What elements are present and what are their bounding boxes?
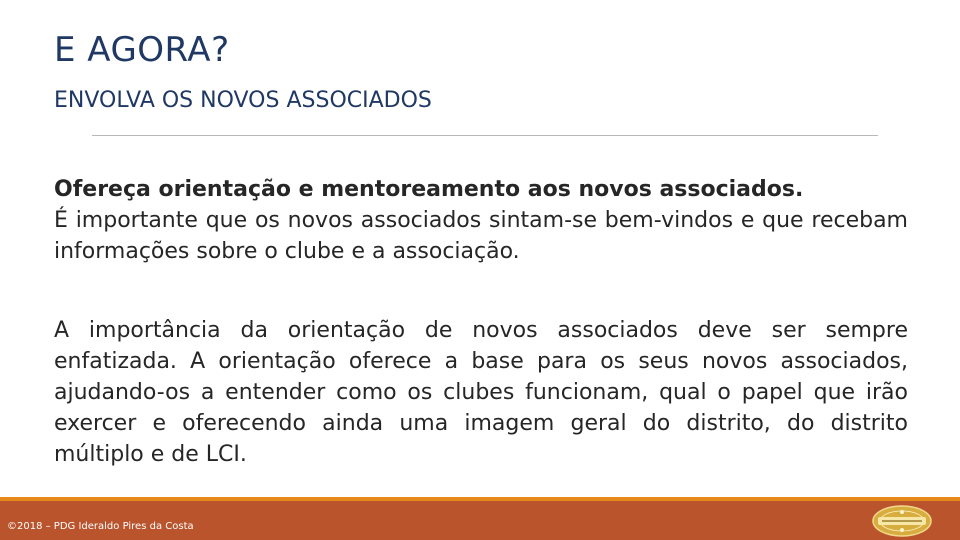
paragraph-orientation [54,174,908,267]
membership-logo-icon [870,504,934,537]
paragraph-text: É importante que os novos associados sintam-se bem-vindos e que recebam informações sobre o clube e a associação. [54,208,908,264]
slide-subtitle: ENVOLVA OS NOVOS ASSOCIADOS [54,88,432,113]
slide-title: E AGORA? [54,30,230,70]
footer-credit: ©2018 – PDG Ideraldo Pires da Costa [7,521,194,532]
paragraph-importance: A importância da orientação de novos associados deve ser sempre enfatizada. A orientação oferece a base para os seus novos associados, ajudando-os a entender como os clubes funcionam, qual o papel que irão exercer e oferecendo ainda uma imagem geral do distrito, do distrito múltiplo e de LCI. [54,318,908,467]
divider [92,135,878,136]
paragraph-lead: Ofereça orientação e mentoreamento aos novos associados. [54,177,804,202]
footer-bar [0,501,960,540]
